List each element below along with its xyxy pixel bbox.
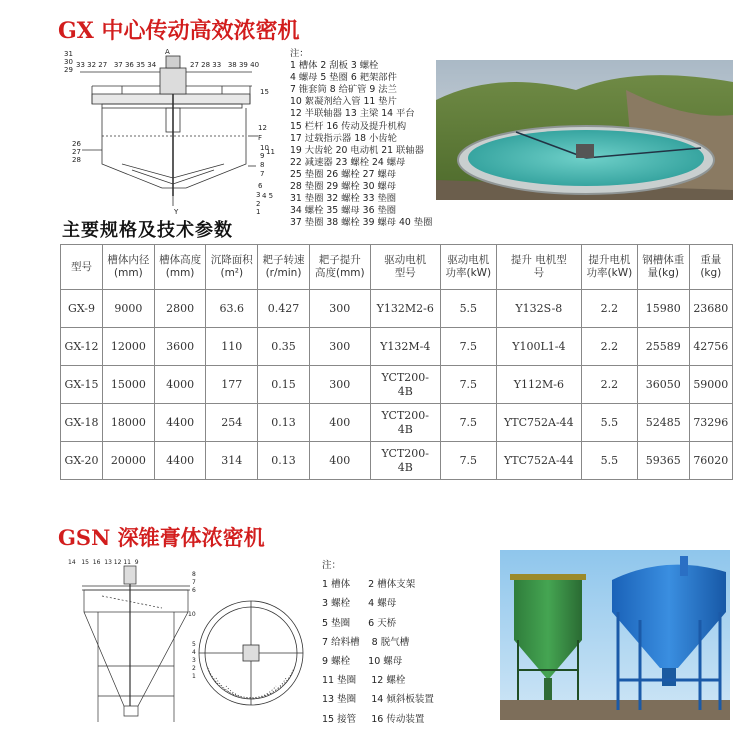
gsn-note-line: 13 垫圈 14 倾斜板装置	[322, 694, 434, 706]
table-cell: Y100L1-4	[496, 328, 581, 366]
gx-note-line: 37 垫圈 38 螺栓 39 螺母 40 垫圈	[290, 217, 433, 229]
table-cell: 7.5	[440, 366, 496, 404]
table-cell: 300	[309, 328, 370, 366]
column-header: 驱动电机 功率(kW)	[440, 245, 496, 290]
diagram-label: 30	[64, 58, 73, 66]
table-cell: 254	[206, 404, 258, 442]
gsn-note-line: 7 给料槽 8 脱气槽	[322, 636, 410, 648]
table-cell: 76020	[689, 442, 732, 480]
table-cell: 300	[309, 366, 370, 404]
diagram-label: 2	[192, 665, 196, 672]
table-cell: 4400	[154, 404, 206, 442]
table-cell: 5.5	[581, 404, 637, 442]
diagram-label: 4	[192, 649, 196, 656]
column-header: 提升 电机型 号	[496, 245, 581, 290]
diagram-label: 4 5	[262, 192, 274, 200]
table-cell: 0.13	[258, 404, 310, 442]
diagram-label: 11	[266, 148, 275, 156]
table-cell: Y132S-8	[496, 290, 581, 328]
diagram-label: 2	[256, 200, 261, 208]
gx-note-line: 28 垫圈 29 螺栓 30 螺母	[290, 181, 397, 193]
diagram-label: 10	[260, 144, 269, 152]
gx-note-line: 注：	[290, 48, 309, 59]
table-cell: 59000	[689, 366, 732, 404]
table-cell: YCT200- 4B	[370, 442, 440, 480]
gsn-note-line: 5 垫圈 6 天桥	[322, 617, 397, 629]
table-cell: 20000	[103, 442, 155, 480]
table-cell: 2.2	[581, 328, 637, 366]
column-header: 槽体高度 (mm)	[154, 245, 206, 290]
table-cell: 7.5	[440, 404, 496, 442]
column-header: 钢槽体重 量(kg)	[637, 245, 689, 290]
diagram-label: 8	[260, 161, 265, 169]
diagram-label: 12	[258, 124, 267, 132]
table-cell: 0.13	[258, 442, 310, 480]
table-cell: GX-15	[61, 366, 103, 404]
table-cell: 314	[206, 442, 258, 480]
diagram-label: 15	[260, 88, 269, 96]
table-cell: 400	[309, 442, 370, 480]
table-cell: GX-20	[61, 442, 103, 480]
diagram-label: F	[258, 134, 263, 142]
diagram-label: 8	[192, 571, 196, 578]
column-header: 耙子转速 (r/min)	[258, 245, 310, 290]
table-cell: GX-9	[61, 290, 103, 328]
table-row	[61, 366, 733, 404]
table-cell: 23680	[689, 290, 732, 328]
table-cell: Y132M-4	[370, 328, 440, 366]
table-cell: 0.15	[258, 366, 310, 404]
table-cell: 2.2	[581, 290, 637, 328]
table-cell: YTC752A-44	[496, 404, 581, 442]
diagram-label: 27 28 33 38 39 40	[190, 61, 260, 69]
gx-note-line: 17 过载指示器 18 小齿轮	[290, 132, 397, 144]
table-cell: 59365	[637, 442, 689, 480]
gx-thickener-photo	[436, 60, 733, 200]
gsn-note-line: 注：	[322, 560, 342, 571]
table-cell: 400	[309, 404, 370, 442]
table-header-row	[61, 245, 733, 290]
gsn-note-line: 1 槽体 2 槽体支架	[322, 579, 416, 591]
diagram-label: 33 32 27 37 36 35 34	[76, 61, 157, 69]
table-cell: 3600	[154, 328, 206, 366]
table-cell: 52485	[637, 404, 689, 442]
gx-note-line: 34 螺栓 35 螺母 36 垫圈	[290, 205, 397, 217]
table-cell: 300	[309, 290, 370, 328]
gsn-title: GSN 深锥膏体浓密机	[58, 525, 265, 550]
table-cell: GX-12	[61, 328, 103, 366]
table-cell: 7.5	[440, 328, 496, 366]
diagram-label: 31	[64, 50, 73, 58]
gsn-thickener-diagram	[62, 556, 202, 724]
table-cell: YCT200- 4B	[370, 366, 440, 404]
diagram-label: 1	[192, 673, 196, 680]
table-cell: Y112M-6	[496, 366, 581, 404]
table-cell: 36050	[637, 366, 689, 404]
table-row	[61, 404, 733, 442]
diagram-label: 3	[192, 657, 196, 664]
gx-notes	[290, 48, 432, 229]
gx-note-line: 31 垫圈 32 螺栓 33 垫圈	[290, 193, 397, 205]
diagram-label: 29	[64, 66, 73, 74]
table-cell: 12000	[103, 328, 155, 366]
column-header: 重量 (kg)	[689, 245, 732, 290]
table-cell: YTC752A-44	[496, 442, 581, 480]
gsn-note-line: 3 螺栓 4 螺母	[322, 598, 397, 610]
gsn-note-line: 9 螺栓 10 螺母	[322, 656, 403, 668]
diagram-label: 6	[192, 587, 196, 594]
diagram-label: Y	[174, 208, 179, 216]
table-cell: 9000	[103, 290, 155, 328]
diagram-label: 1	[256, 208, 261, 216]
table-cell: 0.35	[258, 328, 310, 366]
gx-note-line: 25 垫圈 26 螺栓 27 螺母	[290, 168, 397, 180]
diagram-label: 5	[192, 641, 196, 648]
table-cell: 25589	[637, 328, 689, 366]
spec-title: 主要规格及技术参数	[62, 220, 233, 241]
diagram-label: 14 15 16 13 12 11 9	[68, 559, 139, 566]
table-cell: 5.5	[440, 290, 496, 328]
gx-note-line: 4 螺母 5 垫圈 6 耙架部件	[290, 72, 397, 84]
table-cell: 63.6	[206, 290, 258, 328]
spec-table	[60, 244, 733, 480]
gx-thickener-diagram	[62, 46, 284, 216]
diagram-label: 10	[188, 611, 196, 618]
table-body	[61, 290, 733, 480]
table-cell: YCT200- 4B	[370, 404, 440, 442]
table-cell: 15000	[103, 366, 155, 404]
table-cell: 4000	[154, 366, 206, 404]
column-header: 提升电机 功率(kW)	[581, 245, 637, 290]
table-cell: 5.5	[581, 442, 637, 480]
table-cell: 177	[206, 366, 258, 404]
diagram-label: 27	[72, 148, 81, 156]
table-cell: 2.2	[581, 366, 637, 404]
table-cell: 42756	[689, 328, 732, 366]
diagram-label: 9	[260, 152, 265, 160]
gx-note-line: 1 槽体 2 刮板 3 螺栓	[290, 60, 379, 72]
table-cell: GX-18	[61, 404, 103, 442]
gx-note-line: 10 絮凝剂给入管 11 垫片	[290, 96, 397, 108]
table-cell: 2800	[154, 290, 206, 328]
table-row	[61, 328, 733, 366]
table-row	[61, 442, 733, 480]
diagram-label: 3	[256, 191, 261, 199]
table-cell: 4400	[154, 442, 206, 480]
diagram-label: 7	[260, 170, 265, 178]
diagram-label: 28	[72, 156, 81, 164]
diagram-label: 26	[72, 140, 81, 148]
table-cell: 18000	[103, 404, 155, 442]
diagram-label: 6	[258, 182, 263, 190]
gx-title: GX 中心传动高效浓密机	[58, 18, 300, 44]
table-cell: 15980	[637, 290, 689, 328]
column-header: 型号	[61, 245, 103, 290]
column-header: 耙子提升 高度(mm)	[309, 245, 370, 290]
table-cell: 7.5	[440, 442, 496, 480]
diagram-label: A	[165, 48, 170, 56]
diagram-label: 7	[192, 579, 196, 586]
table-cell: 110	[206, 328, 258, 366]
column-header: 驱动电机 型号	[370, 245, 440, 290]
column-header: 槽体内径 (mm)	[103, 245, 155, 290]
table-cell: 0.427	[258, 290, 310, 328]
table-row	[61, 290, 733, 328]
gsn-top-view-diagram	[196, 598, 306, 708]
gx-note-line: 19 大齿轮 20 电动机 21 联轴器	[290, 144, 424, 156]
gsn-thickener-photo	[500, 550, 730, 720]
gsn-notes	[322, 556, 434, 729]
gsn-note-line: 15 接管 16 传动装置	[322, 713, 425, 725]
gsn-note-line: 11 垫圈 12 螺栓	[322, 675, 406, 687]
gx-note-line: 15 栏杆 16 传动及提升机构	[290, 120, 407, 132]
gx-note-line: 22 减速器 23 螺栓 24 螺母	[290, 156, 406, 168]
gx-note-line: 7 锥套筒 8 给矿管 9 法兰	[290, 84, 397, 96]
gx-note-line: 12 半联轴器 13 主梁 14 平台	[290, 108, 415, 120]
table-cell: Y132M2-6	[370, 290, 440, 328]
table-cell: 73296	[689, 404, 732, 442]
column-header: 沉降面积 (m²)	[206, 245, 258, 290]
